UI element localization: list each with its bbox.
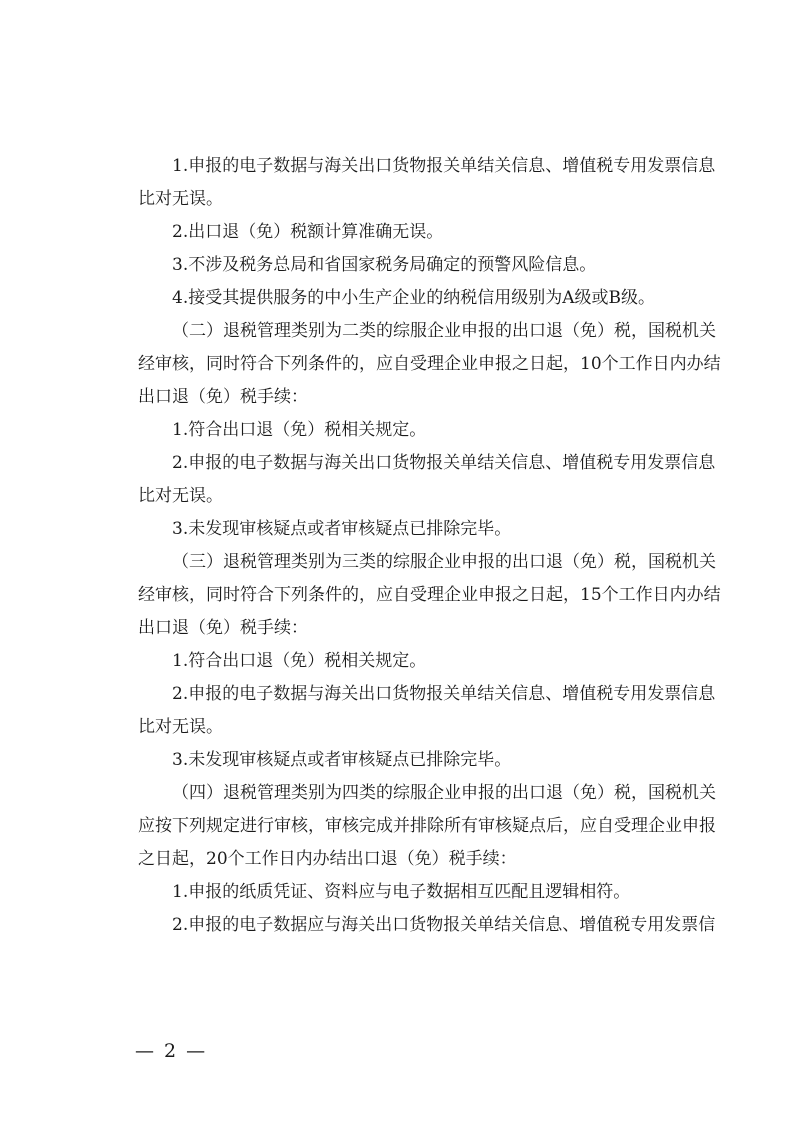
text-line-21: 应按下列规定进行审核，审核完成并排除所有审核疑点后，应自受理企业申报 bbox=[138, 816, 716, 836]
text-line-22: 之日起，20个工作日内办结出口退（免）税手续： bbox=[138, 849, 517, 869]
text-line-05: 4.接受其提供服务的中小生产企业的纳税信用级别为A级或B级。 bbox=[172, 288, 655, 308]
text-line-16: 1.符合出口退（免）税相关规定。 bbox=[172, 651, 427, 671]
text-line-24: 2.申报的电子数据应与海关出口货物报关单结关信息、增值税专用发票信 bbox=[172, 915, 716, 935]
text-line-19: 3.未发现审核疑点或者审核疑点已排除完毕。 bbox=[172, 750, 512, 770]
text-line-20: （四）退税管理类别为四类的综服企业申报的出口退（免）税，国税机关 bbox=[172, 783, 716, 803]
text-line-08: 出口退（免）税手续： bbox=[138, 387, 308, 407]
text-line-23: 1.申报的纸质凭证、资料应与电子数据相互匹配且逻辑相符。 bbox=[172, 882, 631, 902]
text-line-01: 1.申报的电子数据与海关出口货物报关单结关信息、增值税专用发票信息 bbox=[172, 156, 716, 176]
text-line-09: 1.符合出口退（免）税相关规定。 bbox=[172, 420, 427, 440]
text-line-04: 3.不涉及税务总局和省国家税务局确定的预警风险信息。 bbox=[172, 255, 597, 275]
text-line-18: 比对无误。 bbox=[138, 717, 223, 737]
text-line-12: 3.未发现审核疑点或者审核疑点已排除完毕。 bbox=[172, 519, 512, 539]
text-line-07: 经审核，同时符合下列条件的，应自受理企业申报之日起，10个工作日内办结 bbox=[138, 354, 721, 374]
text-line-14: 经审核，同时符合下列条件的，应自受理企业申报之日起，15个工作日内办结 bbox=[138, 585, 721, 605]
text-line-17: 2.申报的电子数据与海关出口货物报关单结关信息、增值税专用发票信息 bbox=[172, 684, 716, 704]
document-body bbox=[138, 150, 721, 942]
page-number: — 2 — bbox=[135, 1040, 208, 1062]
text-line-11: 比对无误。 bbox=[138, 486, 223, 506]
text-line-06: （二）退税管理类别为二类的综服企业申报的出口退（免）税，国税机关 bbox=[172, 321, 716, 341]
text-line-10: 2.申报的电子数据与海关出口货物报关单结关信息、增值税专用发票信息 bbox=[172, 453, 716, 473]
text-line-13: （三）退税管理类别为三类的综服企业申报的出口退（免）税，国税机关 bbox=[172, 552, 716, 572]
text-line-15: 出口退（免）税手续： bbox=[138, 618, 308, 638]
text-line-02: 比对无误。 bbox=[138, 189, 223, 209]
text-line-03: 2.出口退（免）税额计算准确无误。 bbox=[172, 222, 444, 242]
